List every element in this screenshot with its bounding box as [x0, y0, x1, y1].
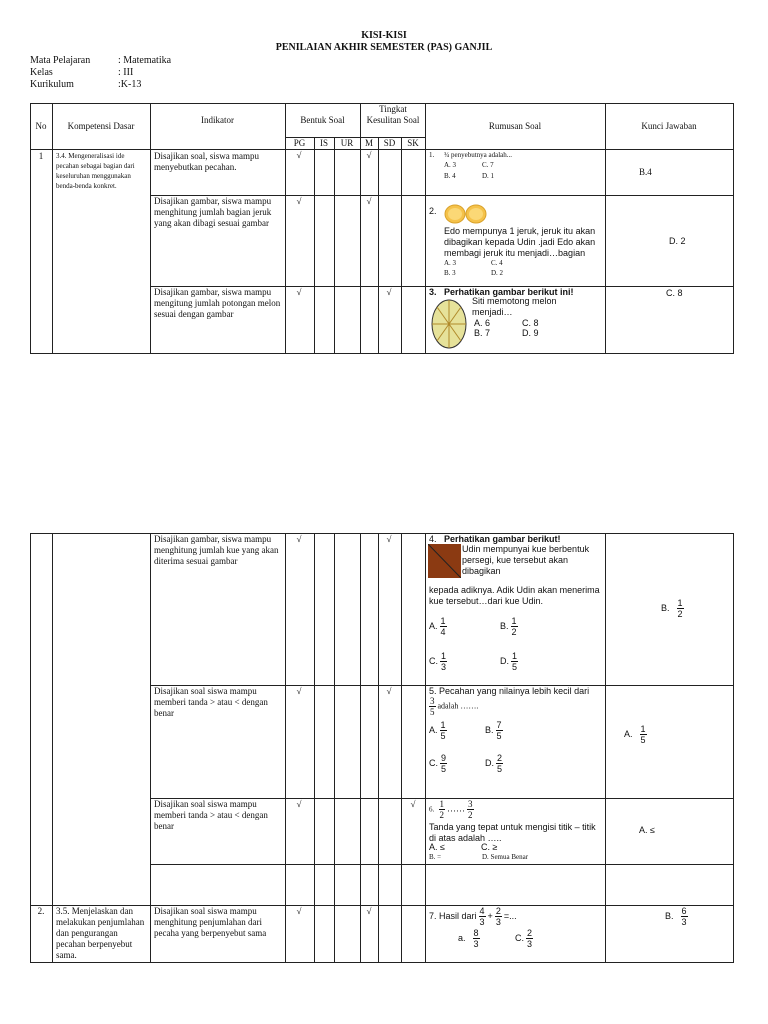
question-text: Siti memotong melon menjadi… [472, 296, 557, 317]
option-c: C. $\frac{2}{3}$ [515, 928, 533, 949]
meta-label: Kelas [30, 67, 53, 78]
question-text: 5. Pecahan yang nilainya lebih kecil dari [429, 686, 590, 696]
sub-header-sd: SD [383, 138, 396, 148]
question-text: kepada adiknya. Adik Udin akan menerima kue tersebut…dari kue Udin. [429, 585, 600, 606]
col-header-kunci-jawaban: Kunci Jawaban [641, 121, 697, 131]
option-d: D. $\frac{2}{5}$ [485, 753, 503, 774]
kompetensi-dasar-text: 3.4. Mengeneralisasi ide pecahan sebagai bagian dari keseluruhan menggunakan benda-benda konkret. [56, 152, 135, 190]
answer-key: D. 2 [669, 236, 686, 246]
check-mark: √ [366, 150, 372, 160]
check-mark: √ [296, 799, 302, 809]
question-number: 1. [429, 151, 435, 159]
col-header-bentuk-soal: Bentuk Soal [300, 115, 345, 125]
option-d: D. $\frac{1}{5}$ [500, 651, 518, 672]
indikator-text: Disajikan gambar, siswa mampu menghitung jumlah bagian jeruk yang akan dibagi sesuai gambar [154, 196, 272, 228]
option-a: A. $\frac{1}{5}$ [429, 720, 446, 741]
check-mark: √ [296, 906, 302, 916]
kompetensi-dasar-text: 3.5. Menjelaskan dan melakukan penjumlahan dan pengurangan pecahan berpenyebut sama. [56, 906, 145, 960]
option: D. 2 [491, 269, 504, 277]
meta-value: : III [118, 67, 134, 78]
meta-label: Kurikulum [30, 79, 74, 90]
check-mark: √ [296, 196, 302, 206]
check-mark: √ [296, 686, 302, 696]
check-mark: √ [386, 287, 392, 297]
indikator-text: Disajikan soal siswa mampu menghitung penjumlahan dari pecaha yang berpenyebut sama [154, 906, 267, 938]
option: A. 3 [444, 161, 457, 169]
option-b: B. $\frac{7}{5}$ [485, 720, 502, 741]
col-header-indikator: Indikator [201, 115, 234, 125]
option: D. Semua Benar [482, 853, 529, 861]
option: D. 1 [482, 172, 495, 180]
col-header-kd: Kompetensi Dasar [67, 121, 135, 131]
square-cake-icon [428, 544, 461, 578]
option: C. 8 [522, 318, 539, 328]
option: B. = [429, 853, 442, 861]
sub-header-sk: SK [407, 138, 419, 148]
question-expression: 7. Hasil dari $\frac{4}{3}$ + $\frac{2}{3}$ =... [429, 906, 517, 927]
option: C. ≥ [481, 842, 498, 852]
question-expression: 6. $\frac{1}{2}$ …… $\frac{3}{2}$ [429, 799, 473, 820]
question-text: ¾ penyebutnya adalah... [444, 151, 513, 159]
option: B. 7 [474, 328, 491, 338]
check-mark: √ [410, 799, 416, 809]
row-number: 1 [38, 151, 44, 161]
option: B. 3 [444, 269, 456, 277]
question-title: Perhatikan gambar berikut ini! [444, 287, 574, 297]
col-header-tingkat-kesulitan: Tingkat Kesulitan Soal [366, 104, 420, 125]
option-c: C. $\frac{9}{5}$ [429, 753, 447, 774]
doc-subtitle: PENILAIAN AKHIR SEMESTER (PAS) GANJIL [275, 42, 493, 53]
question-text: Edo mempunya 1 jeruk, jeruk itu akan dibagikan kepada Udin .jadi Edo akan membagi jeruk itu menjadi…bagian [444, 226, 596, 258]
question-title: Perhatikan gambar berikut! [444, 534, 561, 544]
question-text: Udin mempunyai kue berbentuk persegi, kue tersebut akan dibagikan [462, 544, 590, 576]
melon-slices-icon [430, 298, 468, 350]
indikator-text: Disajikan gambar, siswa mampu mengitung jumlah potongan melon sesuai dengan gambar [154, 287, 281, 319]
question-number: 3. [429, 287, 437, 297]
sub-header-is: IS [319, 138, 328, 148]
option: A. 3 [444, 259, 457, 267]
answer-key: A. ≤ [639, 825, 655, 835]
question-number: 4. [429, 534, 437, 544]
option: D. 9 [522, 328, 539, 338]
option: A. ≤ [429, 842, 445, 852]
check-mark: √ [296, 150, 302, 160]
answer-key: B. $\frac{6}{3}$ [665, 906, 687, 927]
option-b: B. $\frac{1}{2}$ [500, 616, 517, 637]
meta-value: :K-13 [118, 79, 142, 90]
option: C. 4 [491, 259, 503, 267]
orange-halves-icon [444, 203, 488, 225]
option: A. 6 [474, 318, 491, 328]
col-header-rumusan-soal: Rumusan Soal [488, 121, 542, 131]
check-mark: √ [366, 196, 372, 206]
answer-key: B. $\frac{1}{2}$ [661, 598, 683, 619]
answer-key: C. 8 [666, 288, 683, 298]
check-mark: √ [366, 906, 372, 916]
sub-header-pg: PG [293, 138, 306, 148]
col-header-no: No [35, 121, 47, 131]
answer-key: B.4 [639, 167, 652, 177]
option-a: a. $\frac{8}{3}$ [458, 928, 479, 949]
indikator-text: Disajikan soal siswa mampu memberi tanda > atau < dengan benar [154, 686, 268, 718]
check-mark: √ [386, 534, 392, 544]
check-mark: √ [296, 534, 302, 544]
meta-label: Mata Pelajaran [30, 55, 91, 66]
option-c: C. $\frac{1}{3}$ [429, 651, 447, 672]
row-number: 2. [37, 906, 45, 916]
sub-header-m: M [364, 138, 373, 148]
question-number: 2. [429, 206, 437, 216]
sub-header-ur: UR [340, 138, 354, 148]
answer-key: A. $\frac{1}{5}$ [624, 724, 646, 745]
indikator-text: Disajikan soal, siswa mampu menyebutkan pecahan. [154, 151, 259, 172]
indikator-text: Disajikan gambar, siswa mampu menghitung jumlah kue yang akan diterima sesuai gambar [154, 534, 279, 566]
option-a: A. $\frac{1}{4}$ [429, 616, 446, 637]
question-text: Tanda yang tepat untuk mengisi titik – titik di atas adalah ….. [429, 822, 596, 843]
check-mark: √ [386, 686, 392, 696]
check-mark: √ [296, 287, 302, 297]
question-fraction: $\frac{3}{5}$ adalah ……. [430, 696, 479, 717]
doc-title: KISI-KISI [361, 30, 407, 41]
meta-value: : Matematika [118, 55, 172, 66]
indikator-text: Disajikan soal siswa mampu memberi tanda > atau < dengan benar [154, 799, 268, 831]
option: B. 4 [444, 172, 456, 180]
option: C. 7 [482, 161, 494, 169]
